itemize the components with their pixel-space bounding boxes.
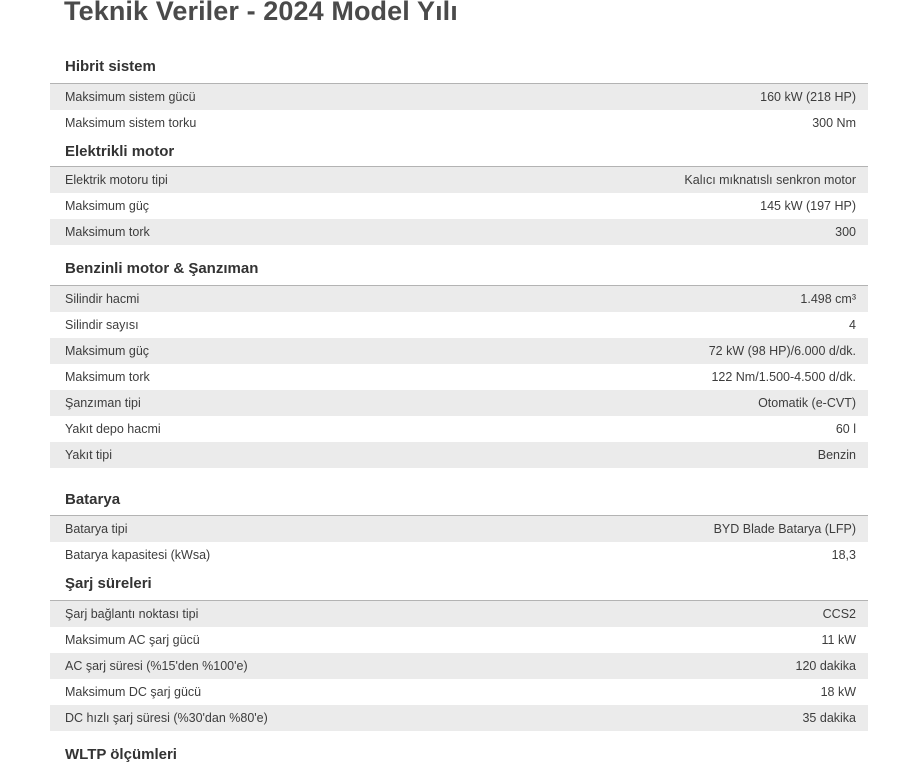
- table-row: [50, 110, 868, 136]
- row-label: Maksimum sistem torku: [65, 116, 197, 130]
- charging-times-table: [50, 600, 868, 731]
- row-value: 35 dakika: [802, 711, 856, 725]
- row-value: 72 kW (98 HP)/6.000 d/dk.: [708, 344, 856, 358]
- section-title-charging-times: Şarj süreleri: [65, 575, 152, 592]
- row-value: Benzin: [817, 448, 856, 462]
- table-row: [50, 286, 868, 312]
- section-title-battery: Batarya: [65, 491, 121, 508]
- table-row: [50, 601, 868, 627]
- row-label: AC şarj süresi (%15'den %100'e): [65, 659, 248, 673]
- table-row: [50, 219, 868, 245]
- row-label: Maksimum sistem gücü: [65, 90, 196, 104]
- row-label: Elektrik motoru tipi: [65, 173, 168, 187]
- table-row: [50, 312, 868, 338]
- row-label: Yakıt tipi: [65, 448, 113, 462]
- section-title-wltp: WLTP ölçümleri: [65, 746, 177, 763]
- row-value: Otomatik (e-CVT): [758, 396, 856, 410]
- row-label: Maksimum tork: [65, 370, 150, 384]
- row-value: 4: [849, 318, 856, 332]
- row-value: 160 kW (218 HP): [760, 90, 856, 104]
- row-value: 122 Nm/1.500-4.500 d/dk.: [711, 370, 856, 384]
- table-row: [50, 193, 868, 219]
- table-row: [50, 516, 868, 542]
- table-row: [50, 679, 868, 705]
- petrol-engine-table: [50, 285, 868, 468]
- row-value: 60 l: [835, 422, 856, 436]
- row-value: 18,3: [831, 548, 856, 562]
- row-value: 145 kW (197 HP): [760, 199, 856, 213]
- row-label: Maksimum DC şarj gücü: [65, 685, 202, 699]
- table-row: [50, 705, 868, 731]
- table-row: [50, 364, 868, 390]
- table-row: [50, 416, 868, 442]
- battery-table: [50, 515, 868, 568]
- row-label: DC hızlı şarj süresi (%30'dan %80'e): [65, 711, 268, 725]
- table-row: [50, 542, 868, 568]
- row-value: 1.498 cm³: [800, 292, 856, 306]
- row-value: Kalıcı mıknatıslı senkron motor: [684, 173, 856, 187]
- row-label: Şarj bağlantı noktası tipi: [65, 607, 199, 621]
- section-title-electric-motor: Elektrikli motor: [65, 143, 175, 160]
- row-value: 300 Nm: [812, 116, 856, 130]
- row-label: Batarya kapasitesi (kWsa): [65, 548, 211, 562]
- table-row: [50, 84, 868, 110]
- row-label: Maksimum AC şarj gücü: [65, 633, 200, 647]
- table-row: [50, 627, 868, 653]
- row-value: 300: [835, 225, 856, 239]
- table-row: [50, 390, 868, 416]
- table-row: [50, 442, 868, 468]
- row-value: CCS2: [822, 607, 856, 621]
- section-title-hybrid-system: Hibrit sistem: [65, 58, 156, 75]
- table-row: [50, 167, 868, 193]
- table-row: [50, 338, 868, 364]
- row-label: Maksimum tork: [65, 225, 150, 239]
- row-value: BYD Blade Batarya (LFP): [713, 522, 856, 536]
- table-row: [50, 653, 868, 679]
- row-label: Şanzıman tipi: [65, 396, 141, 410]
- row-label: Silindir sayısı: [65, 318, 139, 332]
- row-label: Silindir hacmi: [65, 292, 140, 306]
- electric-motor-table: [50, 166, 868, 245]
- section-title-petrol-engine: Benzinli motor & Şanzıman: [65, 260, 259, 277]
- row-label: Yakıt depo hacmi: [65, 422, 161, 436]
- row-value: 11 kW: [821, 633, 856, 647]
- hybrid-system-table: [50, 83, 868, 136]
- row-label: Maksimum güç: [65, 199, 150, 213]
- row-value: 120 dakika: [795, 659, 856, 673]
- row-label: Batarya tipi: [65, 522, 128, 536]
- page-title: Teknik Veriler - 2024 Model Yılı: [64, 0, 458, 26]
- row-value: 18 kW: [820, 685, 856, 699]
- row-label: Maksimum güç: [65, 344, 150, 358]
